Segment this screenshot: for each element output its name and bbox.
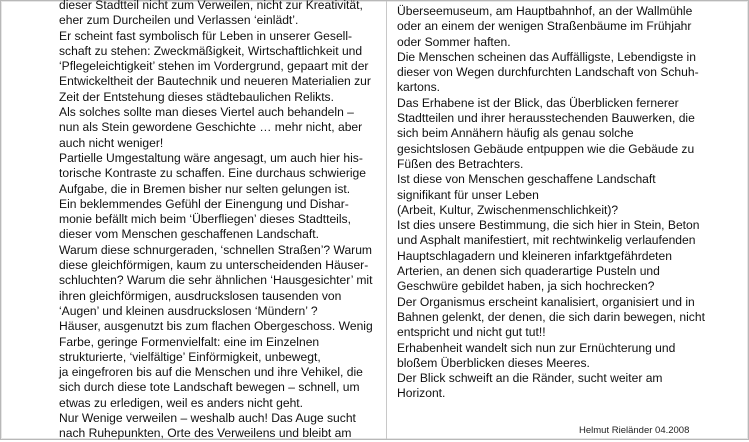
paragraph: Der Organismus erscheint kanalisiert, organisiert und in Bahnen gelenkt, der denen, die sich darin bewegen, nicht entspricht und nicht gut tut!! xyxy=(397,294,705,340)
paragraph: Ist dies unsere Bestimmung, die sich hier in Stein, Beton und Asphalt manifestiert, mit rechtwinkelig verlaufenden Hauptschlagadern und kleineren infarktgefährdeten Arterien, an denen sich quaderartige Pusteln und Geschwüre gebildet haben, ja sich hochrecken? xyxy=(397,218,700,294)
paragraph: Warum diese schnurgeraden, ‘schnellen Straßen’? Warum diese gleichförmigen, kaum zu unterscheidenden Häuser- schluchten? Warum die sehr ähnlichen ‘Hausgesichter’ mit ihren gleichförmigen, ausdruckslosen tausenden von ‘Augen’ und kleinen ausdruckslosen ‘Mündern’ ? xyxy=(59,242,373,318)
author-signature: Helmut Rieländer 04.2008 xyxy=(579,425,690,436)
paragraph: Er scheint fast symbolisch für Leben in unserer Gesell- schaft zu stehen: Zweckmäßigkeit, Wirtschaftlichkeit und ‘Pflegeleichtigkeit’ stehen im Vordergrund, gepaart mit der Entwickeltheit der Bautechnik und neueren Materialien zur Zeit der Entstehung dieses städtebaulichen Relikts. xyxy=(59,28,371,104)
paragraph: Der Blick schweift an die Ränder, sucht weiter am Horizont. xyxy=(397,371,663,401)
paragraph: dieser Stadtteil nicht zum Verweilen, nicht zur Kreativität, eher zum Durcheilen und Verlassen ‘einlädt’. xyxy=(59,0,363,28)
column-divider xyxy=(386,1,387,439)
paragraph: Das Erhabene ist der Blick, das Überblicken fernerer Stadtteilen und ihrer herausstechenden Bauwerken, die sich beim Annähern häufig als genau solche gesichtslosen Gebäude entpuppen wie die Gebäude zu Füßen des Betrachters. xyxy=(397,95,695,171)
paragraph: Ist diese von Menschen geschaffene Landschaft signifikant für unser Leben (Arbeit, Kultur, Zwischenmenschlichkeit)? xyxy=(397,172,656,217)
left-text-column xyxy=(59,0,377,442)
paragraph: Ein beklemmendes Gefühl der Einengung und Dishar- monie befällt mich beim ‘Überfliegen’ dieses Stadtteils, dieser vom Menschen geschaffenen Landschaft. xyxy=(59,196,351,242)
paragraph: Die Menschen scheinen das Auffälligste, Lebendigste in dieser von Wegen durchfurchten Landschaft von Schuh- kartons. xyxy=(397,49,699,95)
paragraph: Nur Wenige verweilen – weshalb auch! Das Auge sucht nach Ruhepunkten, Orte des Verweilens und bleibt am xyxy=(59,411,356,441)
paragraph: Häuser, ausgenutzt bis zum flachen Obergeschoss. Wenig Farbe, geringe Formenvielfalt: eine im Einzelnen strukturierte, ‘vielfältige’ Einförmigkeit, unbewegt, ja eingefroren bis auf die Menschen und ihre Vehikel, die sich durch diese tote Landschaft bewegen – schnell, um etwas zu erledigen, weil es anders nicht geht. xyxy=(59,319,373,410)
paragraph: Überseemuseum, am Hauptbahnhof, an der Wallmühle oder an einem der wenigen Straßenbäume im Frühjahr oder Sommer haften. xyxy=(397,4,693,49)
paragraph: Als solches sollte man dieses Viertel auch behandeln – nun als Stein gewordene Geschichte … mehr nicht, aber auch nicht weniger! xyxy=(59,105,363,150)
paragraph: Erhabenheit wandelt sich nun zur Ernüchterung und bloßem Überblicken dieses Meeres. xyxy=(397,340,676,370)
right-text-column xyxy=(397,4,721,402)
paragraph: Partielle Umgestaltung wäre angesagt, um auch hier his- torische Kontraste zu schaffen. Eine durchaus schwierige Aufgabe, die in Bremen bisher nur selten gelungen ist. xyxy=(59,150,366,196)
